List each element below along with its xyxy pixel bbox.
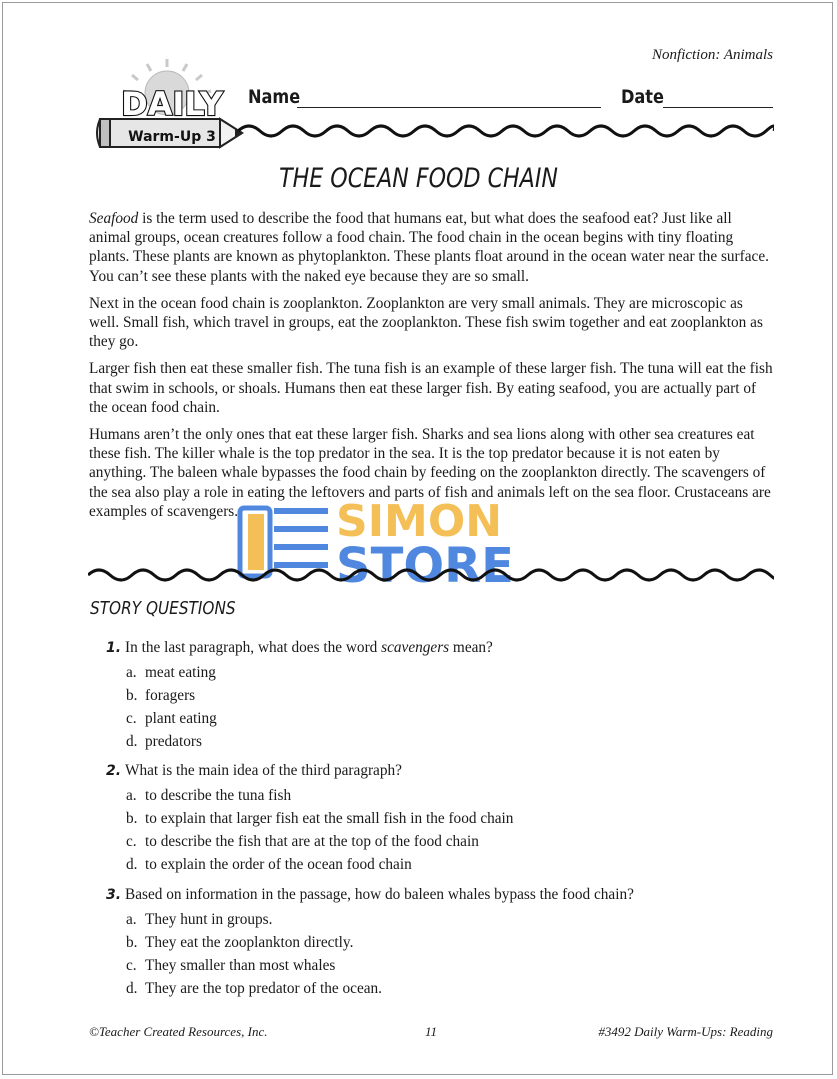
option-text: to describe the tuna fish: [145, 787, 292, 804]
watermark-line2: STORE: [336, 538, 514, 586]
option-letter: b.: [126, 934, 138, 951]
question-text-end: mean?: [449, 639, 493, 656]
question-number: 3.: [106, 887, 122, 903]
footer-page-number: 11: [425, 1024, 438, 1039]
answer-option-d[interactable]: [126, 853, 513, 876]
answer-option-b[interactable]: [126, 931, 634, 954]
option-letter: d.: [126, 856, 138, 873]
option-text: to explain that larger fish eat the small fish in the food chain: [145, 810, 514, 827]
answer-option-a[interactable]: [126, 908, 634, 931]
page-title: THE OCEAN FOOD CHAIN: [279, 163, 558, 194]
question-text: What is the main idea of the third paragraph?: [125, 762, 402, 779]
story-questions-heading: STORY QUESTIONS: [90, 598, 236, 619]
option-text: They hunt in groups.: [145, 911, 273, 928]
name-field-line[interactable]: [297, 107, 601, 108]
option-letter: a.: [126, 911, 137, 928]
answer-options: [126, 784, 513, 876]
category-label: Nonfiction: Animals: [652, 47, 773, 63]
passage: [89, 209, 774, 529]
answer-option-c[interactable]: [126, 707, 493, 730]
question-text: In the last paragraph, what does the word: [125, 639, 382, 656]
paragraph-1-text: is the term used to describe the food that humans eat, but what does the seafood eat? Just like all animal groups, ocean creatures follow a food chain. The food chain in the ocean begins with tiny floating plants. These plants are known as phytoplankton. These plants float around in the ocean water near the surface. You can’t see these plants with the naked eye because they are so small.: [89, 210, 769, 285]
section-wave-divider: [88, 566, 774, 584]
answer-option-a[interactable]: [126, 661, 493, 684]
header-wave-divider: [238, 122, 774, 140]
paragraph-1: [89, 209, 774, 286]
answer-options: [126, 908, 634, 1000]
name-label: Name: [248, 86, 301, 108]
footer-book-title: #3492 Daily Warm-Ups: Reading: [598, 1024, 773, 1039]
option-text: They are the top predator of the ocean.: [145, 980, 382, 997]
question-emphasis: scavengers: [381, 639, 450, 656]
answer-option-b[interactable]: [126, 684, 493, 707]
question-text: Based on information in the passage, how do baleen whales bypass the food chain?: [125, 886, 634, 903]
option-text: foragers: [145, 687, 196, 704]
paragraph-3: Larger fish then eat these smaller fish. The tuna fish is an example of these larger fish. The tuna will eat the fish that swim in schools, or shoals. Humans then eat these larger fish. By eating seafood, you are actually part of the ocean food chain.: [89, 360, 773, 416]
question-number: 1.: [106, 640, 122, 656]
footer-copyright: ©Teacher Created Resources, Inc.: [89, 1024, 268, 1039]
question-2: [106, 762, 513, 876]
option-letter: a.: [126, 787, 137, 804]
option-letter: d.: [126, 980, 138, 997]
answer-option-c[interactable]: [126, 954, 634, 977]
logo-title: DAILY: [121, 85, 223, 123]
option-letter: b.: [126, 810, 138, 827]
logo-subtitle: Warm-Up 3: [128, 129, 216, 145]
option-letter: c.: [126, 710, 137, 727]
daily-warmup-logo: [92, 55, 252, 155]
paragraph-2: Next in the ocean food chain is zooplankton. Zooplankton are very small animals. They are microscopic as well. Small fish, which travel in groups, eat the zooplankton. These fish swim together and eat zooplankton as they go.: [89, 294, 763, 351]
answer-option-c[interactable]: [126, 830, 513, 853]
seafood-term: Seafood: [89, 210, 139, 227]
option-text: predators: [145, 733, 202, 750]
option-letter: c.: [126, 833, 137, 850]
option-letter: d.: [126, 733, 138, 750]
option-text: to describe the fish that are at the top of the food chain: [145, 833, 479, 850]
option-letter: c.: [126, 957, 137, 974]
answer-option-a[interactable]: [126, 784, 513, 807]
answer-option-b[interactable]: [126, 807, 513, 830]
option-letter: a.: [126, 664, 137, 681]
date-field-line[interactable]: [663, 107, 773, 108]
option-text: plant eating: [145, 710, 217, 727]
option-text: meat eating: [145, 664, 216, 681]
answer-option-d[interactable]: [126, 730, 493, 753]
date-label: Date: [621, 86, 664, 108]
option-text: They eat the zooplankton directly.: [145, 934, 354, 951]
answer-options: [126, 661, 493, 753]
paragraph-4: Humans aren’t the only ones that eat these larger fish. Sharks and sea lions along with other sea creatures eat these fish. The killer whale is the top predator in the sea. It is the top predator because it is not eaten by anything. The baleen whale bypasses the food chain by feeding on the zooplankton directly. The scavengers of the sea also play a role in eating the leftovers and parts of fish and animals left on the sea floor. Crustaceans are examples of scavengers.: [89, 426, 771, 520]
question-1: [106, 639, 493, 753]
question-3: [106, 886, 634, 1000]
question-number: 2.: [106, 763, 122, 779]
answer-option-d[interactable]: [126, 977, 634, 1000]
option-text: They smaller than most whales: [145, 957, 336, 974]
option-text: to explain the order of the ocean food chain: [145, 856, 412, 873]
watermark-line1: SIMON: [336, 496, 503, 547]
option-letter: b.: [126, 687, 138, 704]
